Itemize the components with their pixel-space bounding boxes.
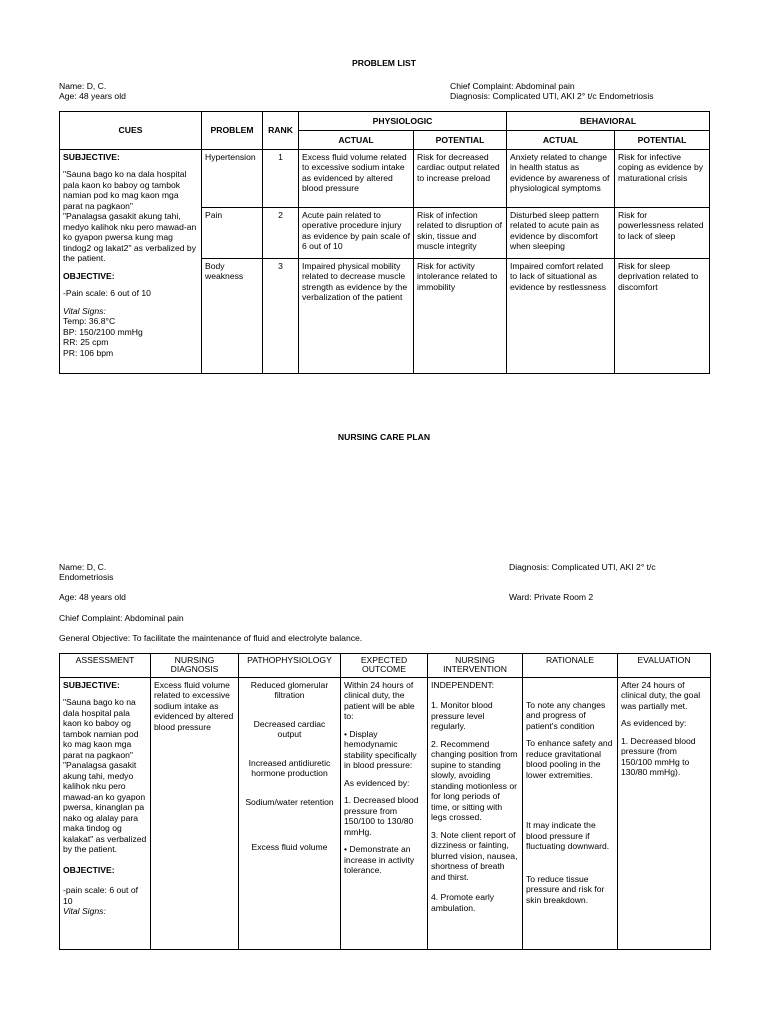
cp-chief-complaint: Chief Complaint: Abdominal pain: [59, 613, 184, 623]
patho-step-2: Decreased cardiac output: [253, 718, 326, 740]
problem-list-title: PROBLEM LIST: [352, 58, 416, 68]
outcome-evidence-1: 1. Decreased blood pressure from 150/100 to 130/80 mmHg.: [344, 795, 419, 837]
outcome-bullet-2: • Demonstrate an increase in activity tolerance.: [344, 844, 415, 876]
cp-general-objective: General Objective: To facilitate the maintenance of fluid and electrolyte balance.: [59, 633, 363, 643]
outcome-evidenced: As evidenced by:: [344, 777, 410, 788]
phys-actual-cell: Excess fluid volume related to excessive sodium intake as evidenced by altered blood pressure: [299, 150, 414, 208]
vital-rr: RR: 25 cpm: [63, 337, 109, 348]
header-physiologic: PHYSIOLOGIC: [299, 112, 507, 131]
header-behavioral: BEHAVIORAL: [507, 112, 710, 131]
expected-outcome-cell: [341, 677, 428, 949]
rationale-4: To reduce tissue pressure and risk for skin breakdown.: [526, 873, 605, 905]
objective-label: OBJECTIVE:: [63, 270, 115, 281]
evaluation-1: After 24 hours of clinical duty, the goal was partially met.: [621, 679, 701, 711]
chief-complaint: Chief Complaint: Abdominal pain: [450, 81, 575, 91]
vital-temp: Temp: 36.8°C: [63, 316, 116, 327]
subjective-label: SUBJECTIVE:: [63, 152, 120, 162]
rationale-cell: [523, 677, 618, 949]
problem-cell: Body weakness: [202, 259, 263, 374]
cp-endometriosis: Endometriosis: [59, 572, 114, 582]
beh-potential-cell: Risk for infective coping as evidence by maturational crisis: [615, 150, 710, 208]
beh-actual-cell: Anxiety related to change in health status as evidence by awareness of physiological symptoms: [507, 150, 615, 208]
cp-patient-age: Age: 48 years old: [59, 592, 126, 602]
header-nursing-intervention: NURSING INTERVENTION: [428, 654, 523, 678]
pain-scale: -Pain scale: 6 out of 10: [63, 288, 151, 299]
header-rank: RANK: [263, 112, 299, 150]
cp-diagnosis: Diagnosis: Complicated UTI, AKI 2° t/c: [509, 562, 656, 572]
header-assessment: ASSESSMENT: [60, 654, 151, 678]
evaluation-2: 1. Decreased blood pressure (from 150/100 mmHg to 130/80 mmHg).: [621, 735, 696, 778]
phys-actual-cell: Acute pain related to operative procedure injury as evidence by pain scale of 6 out of 10: [299, 208, 414, 259]
evaluation-cell: [618, 677, 711, 949]
vital-bp: BP: 150/2100 mmHg: [63, 326, 143, 337]
nursing-diagnosis-cell: Excess fluid volume related to excessive sodium intake as evidenced by altered blood pressure: [151, 677, 239, 949]
evaluation-evidenced: As evidenced by:: [621, 718, 687, 729]
rationale-1: To note any changes and progress of patient's condition: [526, 699, 606, 731]
diagnosis: Diagnosis: Complicated UTI, AKI 2° t/c Endometriosis: [450, 91, 654, 101]
phys-potential-cell: Risk for activity intolerance related to immobility: [414, 259, 507, 374]
rank-cell: 2: [263, 208, 299, 259]
patient-age: Age: 48 years old: [59, 91, 126, 101]
vital-signs-label: Vital Signs:: [63, 305, 106, 316]
beh-potential-cell: Risk for powerlessness related to lack of sleep: [615, 208, 710, 259]
header-evaluation: EVALUATION: [618, 654, 711, 678]
patho-step-3: Increased antidiuretic hormone production: [248, 757, 331, 779]
intervention-2: 2. Recommend changing position from supine to standing slowly, avoiding standing motionless or for long periods of time, or sitting with legs crossed.: [431, 738, 518, 823]
cp-subjective-quote-2: "Panalagsa gasakit akung tahi, medyo kalihok nku pero mawad-an ko gyapon pwersa, kinanglan pa nako og alalay para maka tindog og kalakat" as verbalized by the patient.: [63, 760, 147, 855]
beh-potential-cell: Risk for sleep deprivation related to discomfort: [615, 259, 710, 374]
vital-pr: PR: 106 bpm: [63, 347, 114, 358]
patho-step-1: Reduced glomerular filtration: [250, 679, 329, 701]
intervention-3: 3. Note client report of dizziness or fainting, blurred vision, nausea, shortness of breath and thirst.: [431, 829, 518, 882]
header-nursing-diagnosis: NURSING DIAGNOSIS: [151, 654, 239, 678]
header-expected-outcome: EXPECTED OUTCOME: [341, 654, 428, 678]
header-cues: CUES: [60, 112, 202, 150]
subjective-quote-2: "Panalagsa gasakit akung tahi, medyo kalihok nku pero mawad-an ko gyapon pwersa kung mag tindog2 og lakat2" as verbalized by the patient.: [63, 211, 197, 264]
header-beh-potential: POTENTIAL: [615, 131, 710, 150]
cp-subjective-label: SUBJECTIVE:: [63, 679, 120, 690]
pathophysiology-cell: [239, 677, 341, 949]
problem-list-table: [59, 111, 710, 374]
rationale-2: To enhance safety and reduce gravitational blood pooling in the lower extremities.: [526, 738, 613, 780]
phys-potential-cell: Risk of infection related to disruption of skin, tissue and muscle integrity: [414, 208, 507, 259]
patho-step-4: Sodium/water retention: [245, 796, 334, 807]
phys-actual-cell: Impaired physical mobility related to decrease muscle strength as evidence by the verbalization of the patient: [299, 259, 414, 374]
cp-ward: Ward: Private Room 2: [509, 592, 594, 602]
intervention-1: 1. Monitor blood pressure level regularly.: [431, 700, 493, 732]
outcome-intro: Within 24 hours of clinical duty, the patient will be able to:: [344, 679, 415, 722]
header-phys-potential: POTENTIAL: [414, 131, 507, 150]
problem-cell: Pain: [202, 208, 263, 259]
outcome-bullet-1: • Display hemodynamic stability specifically in blood pressure:: [344, 728, 417, 771]
cp-patient-name: Name: D, C.: [59, 562, 107, 572]
phys-potential-cell: Risk for decreased cardiac output related to increase preload: [414, 150, 507, 208]
patient-name: Name: D, C.: [59, 81, 107, 91]
care-plan-table: [59, 653, 711, 950]
patho-step-5: Excess fluid volume: [251, 842, 328, 853]
rank-cell: 1: [263, 150, 299, 208]
header-phys-actual: ACTUAL: [299, 131, 414, 150]
header-problem: PROBLEM: [202, 112, 263, 150]
beh-actual-cell: Disturbed sleep pattern related to acute pain as evidence by discomfort when sleeping: [507, 208, 615, 259]
intervention-label: INDEPENDENT:: [431, 679, 495, 690]
header-rationale: RATIONALE: [523, 654, 618, 678]
problem-cell: Hypertension: [202, 150, 263, 208]
cp-pain-scale: -pain scale: 6 out of 10: [63, 885, 139, 906]
subjective-quote-1: "Sauna bago ko na dala hospital pala kaon ko baboy og tambok namian pod ko mag kaon mga parat na pagkaon": [63, 169, 187, 211]
cp-subjective-quote-1: "Sauna bago ko na dala hospital pala kaon ko baboy og tambok namian pod ko mag kaon mga parat na pagkaon": [63, 697, 139, 760]
cp-objective-label: OBJECTIVE:: [63, 864, 115, 875]
header-pathophysiology: PATHOPHYSIOLOGY: [239, 654, 341, 678]
nursing-intervention-cell: [428, 677, 523, 949]
care-plan-title: NURSING CARE PLAN: [337, 432, 431, 442]
cp-vital-signs-label: Vital Signs:: [63, 906, 106, 917]
beh-actual-cell: Impaired comfort related to lack of situational as evidence by restlessness: [507, 259, 615, 374]
rationale-3: It may indicate the blood pressure if fluctuating downward.: [526, 820, 610, 852]
assessment-cell: [60, 677, 151, 949]
rank-cell: 3: [263, 259, 299, 374]
cues-cell: [60, 150, 202, 374]
header-beh-actual: ACTUAL: [507, 131, 615, 150]
intervention-4: 4. Promote early ambulation.: [431, 892, 495, 913]
